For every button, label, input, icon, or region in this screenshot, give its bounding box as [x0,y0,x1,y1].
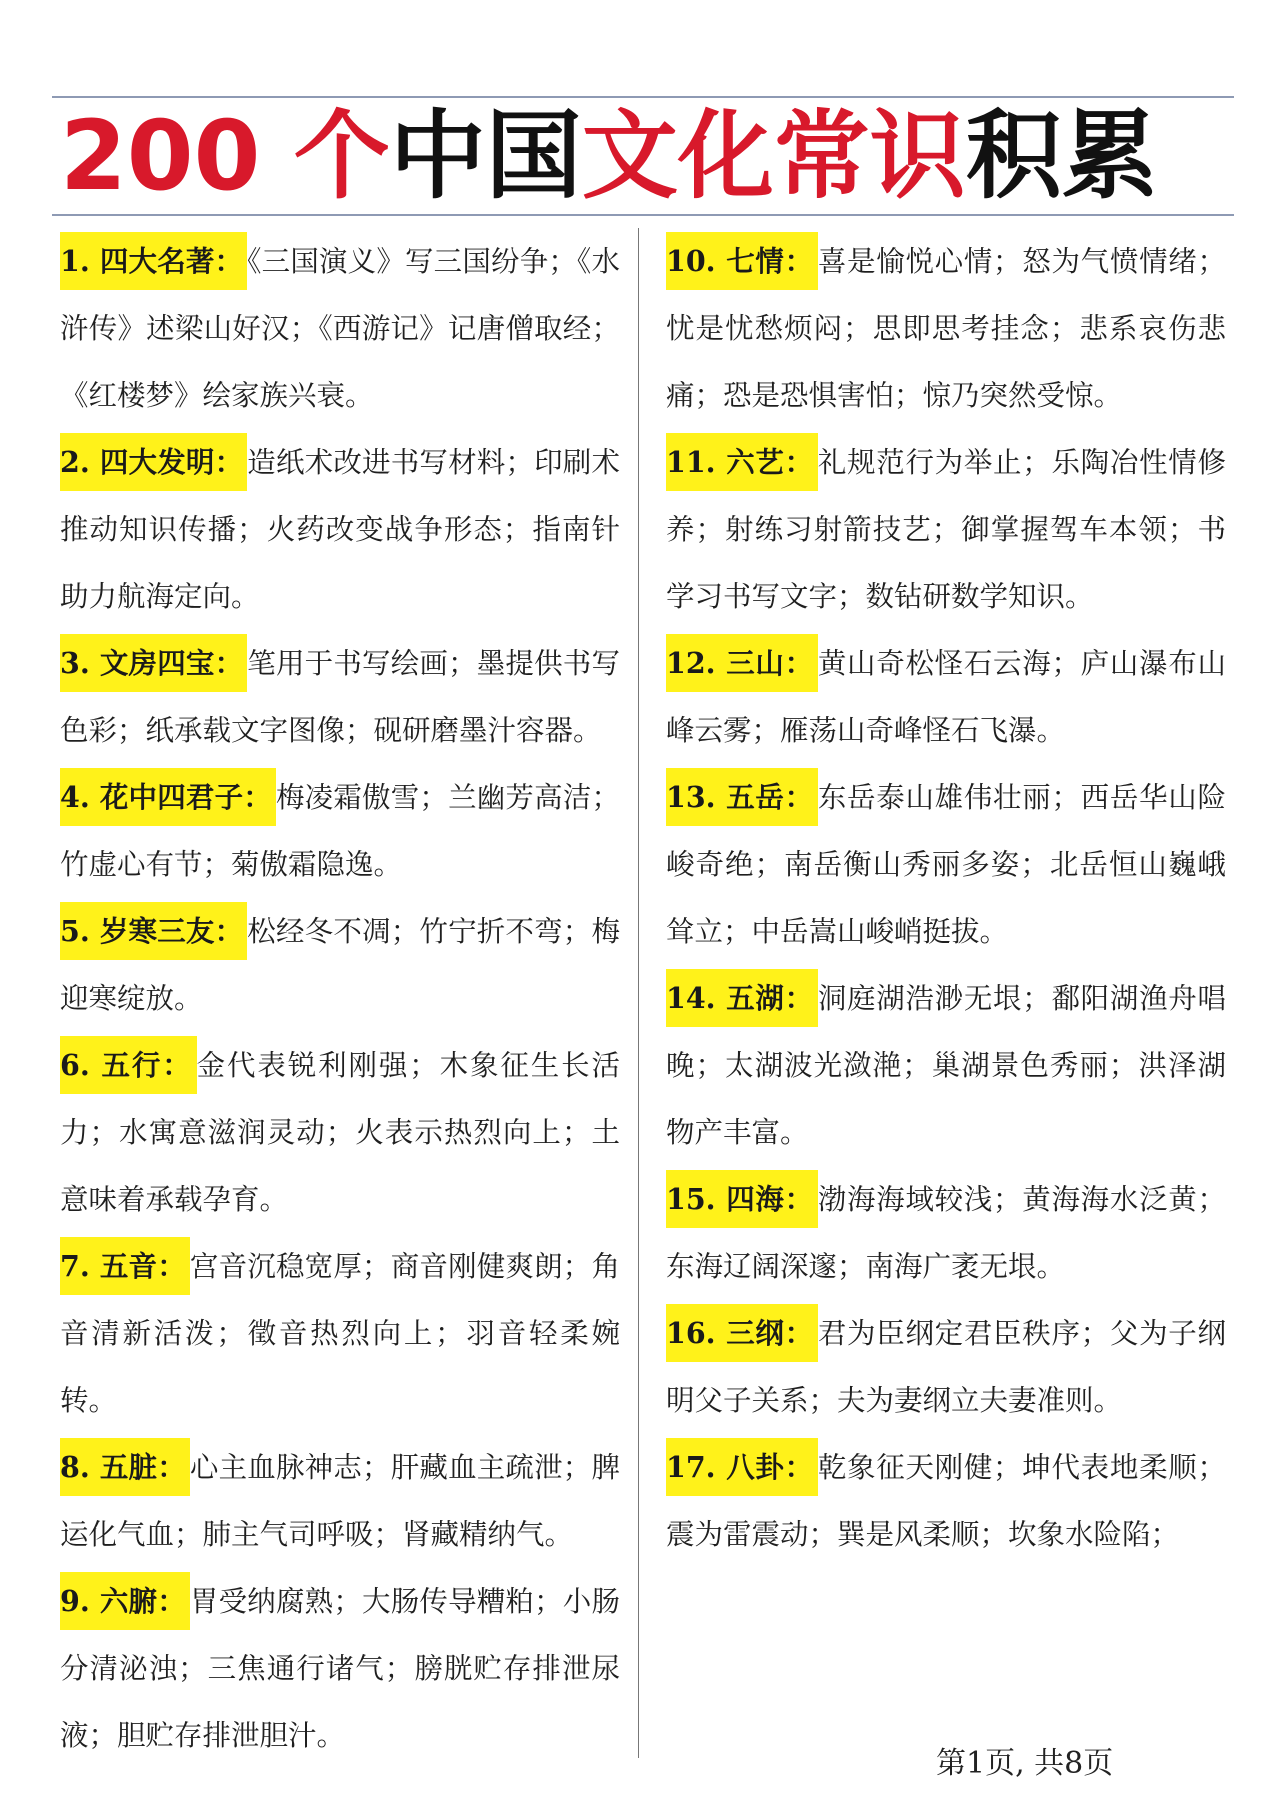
title-part-culture: 文化常识 [581,100,966,212]
entry-text: 梅凌霜傲雪；兰幽芳高洁；竹虚心有节；菊傲霜隐逸。 [60,781,620,881]
title-part-accumulate: 积累 [965,100,1158,212]
entry-text: 宫音沉稳宽厚；商音刚健爽朗；角音清新活泼；徵音热烈向上；羽音轻柔婉转。 [60,1250,620,1417]
column-divider [638,228,639,1758]
left-column [60,228,620,1769]
entry-15 [666,1166,1226,1300]
entry-text: 金代表锐利刚强；木象征生长活力；水寓意滋润灵动；火表示热烈向上；土意味着承载孕育。 [60,1049,620,1216]
entry-text: 松经冬不凋；竹宁折不弯；梅迎寒绽放。 [60,915,620,1015]
entry-14 [666,965,1226,1166]
right-column [666,228,1226,1568]
entry-2 [60,429,620,630]
entry-text: 胃受纳腐熟；大肠传导糟粕；小肠分清泌浊；三焦通行诸气；膀胱贮存排泄尿液；胆贮存排泄胆汁。 [60,1585,620,1752]
entry-text: 笔用于书写绘画；墨提供书写色彩；纸承载文字图像；砚研磨墨汁容器。 [60,647,620,747]
entry-10 [666,228,1226,429]
title-part-count: 200 个 [60,100,390,212]
entry-9 [60,1568,620,1769]
entry-label: 2. 四大发明： [60,433,247,491]
entry-6 [60,1032,620,1233]
entry-label: 17. 八卦： [666,1438,818,1496]
entry-text: 《三国演义》写三国纷争；《水浒传》述梁山好汉；《西游记》记唐僧取经；《红楼梦》绘家族兴衰。 [60,245,620,412]
entry-16 [666,1300,1226,1434]
entry-text: 黄山奇松怪石云海；庐山瀑布山峰云雾；雁荡山奇峰怪石飞瀑。 [666,647,1226,747]
entry-7 [60,1233,620,1434]
entry-label: 12. 三山： [666,634,818,692]
title-banner [52,96,1234,216]
entry-text: 渤海海域较浅；黄海海水泛黄；东海辽阔深邃；南海广袤无垠。 [666,1183,1226,1283]
entry-label: 10. 七情： [666,232,818,290]
entry-label: 5. 岁寒三友： [60,902,247,960]
entry-label: 3. 文房四宝： [60,634,247,692]
entry-text: 君为臣纲定君臣秩序；父为子纲明父子关系；夫为妻纲立夫妻准则。 [666,1317,1226,1417]
entry-8 [60,1434,620,1568]
entry-text: 东岳泰山雄伟壮丽；西岳华山险峻奇绝；南岳衡山秀丽多姿；北岳恒山巍峨耸立；中岳嵩山峻峭挺拔。 [666,781,1226,948]
entry-13 [666,764,1226,965]
page-number: 第1页, 共8页 [936,1746,1114,1781]
entry-text: 洞庭湖浩渺无垠；鄱阳湖渔舟唱晚；太湖波光潋滟；巢湖景色秀丽；洪泽湖物产丰富。 [666,982,1226,1149]
entry-label: 9. 六腑： [60,1572,190,1630]
entry-label: 7. 五音： [60,1237,190,1295]
entry-text: 造纸术改进书写材料；印刷术推动知识传播；火药改变战争形态；指南针助力航海定向。 [60,446,620,613]
entry-label: 6. 五行： [60,1036,197,1094]
entry-text: 礼规范行为举止；乐陶冶性情修养；射练习射箭技艺；御掌握驾车本领；书学习书写文字；数钻研数学知识。 [666,446,1226,613]
entry-label: 1. 四大名著： [60,232,247,290]
entry-label: 16. 三纲： [666,1304,818,1362]
page-title [60,100,1158,212]
entry-text: 心主血脉神志；肝藏血主疏泄；脾运化气血；肺主气司呼吸；肾藏精纳气。 [60,1451,620,1551]
entry-17 [666,1434,1226,1568]
entry-text: 乾象征天刚健；坤代表地柔顺；震为雷震动；巽是风柔顺；坎象水险陷； [666,1451,1226,1551]
entry-label: 4. 花中四君子： [60,768,276,826]
entry-label: 13. 五岳： [666,768,818,826]
entry-1 [60,228,620,429]
title-part-china: 中国 [389,100,582,212]
entry-text: 喜是愉悦心情；怒为气愤情绪；忧是忧愁烦闷；思即思考挂念；悲系哀伤悲痛；恐是恐惧害怕；惊乃突然受惊。 [666,245,1226,412]
entry-label: 11. 六艺： [666,433,818,491]
entry-11 [666,429,1226,630]
entry-label: 14. 五湖： [666,969,818,1027]
entry-12 [666,630,1226,764]
entry-label: 8. 五脏： [60,1438,190,1496]
entry-label: 15. 四海： [666,1170,818,1228]
entry-4 [60,764,620,898]
entry-3 [60,630,620,764]
entry-5 [60,898,620,1032]
